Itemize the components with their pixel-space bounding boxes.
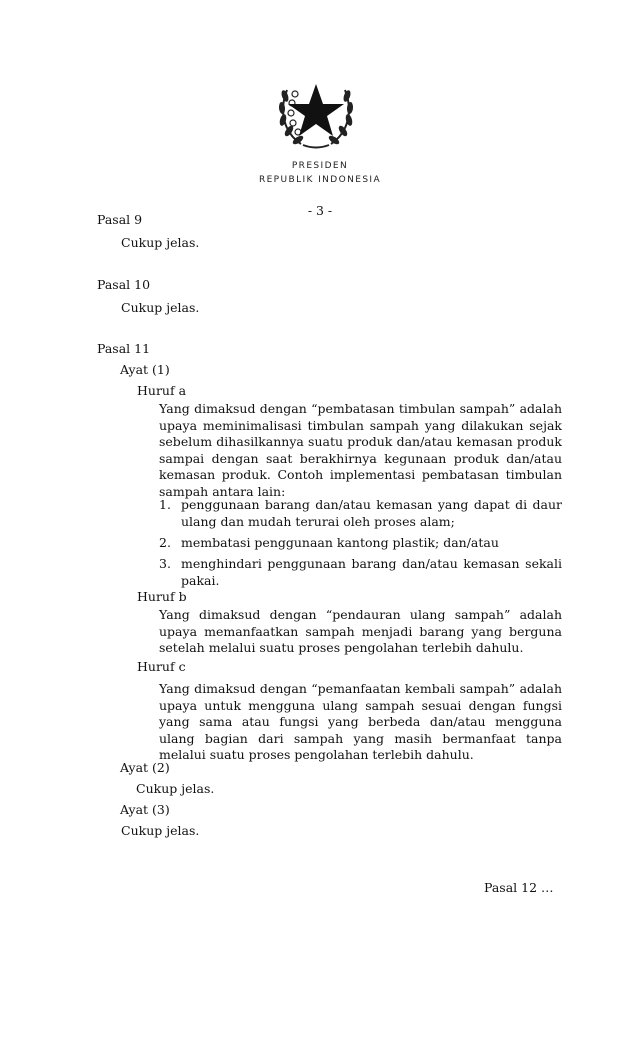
ayat-2-label: Ayat (2): [120, 760, 170, 775]
list-item-text: membatasi penggunaan kantong plastik; dan/atau: [181, 535, 499, 550]
header-line-republik: REPUBLIK INDONESIA: [258, 175, 382, 185]
pasal-10-title: Pasal 10: [97, 277, 151, 292]
list-item-text: menghindari penggunaan barang dan/atau kemasan sekali pakai.: [181, 556, 562, 588]
pasal-9-title: Pasal 9: [97, 212, 143, 227]
list-item-number: 1.: [159, 497, 171, 512]
list-item-number: 3.: [159, 556, 171, 571]
pasal-9-text: Cukup jelas.: [121, 235, 200, 250]
continuation-note: Pasal 12 …: [484, 880, 554, 895]
list-item-number: 2.: [159, 535, 171, 550]
huruf-a-text: Yang dimaksud dengan “pembatasan timbulan sampah” adalah upaya meminimalisasi timbulan sampah yang dilakukan sejak sebelum dihasilkannya suatu produk dan/atau kemasan produk sampai dengan saat berakhirnya kegunaan produk dan/atau kemasan produk. Contoh implementasi pembatasan timbulan sampah antara lain:: [159, 401, 562, 499]
huruf-c-label: Huruf c: [137, 659, 186, 674]
header-line-presiden: PRESIDEN: [291, 161, 349, 171]
huruf-b-text: Yang dimaksud dengan “pendauran ulang sampah” adalah upaya memanfaatkan sampah menjadi barang yang berguna setelah melalui suatu proses pengolahan terlebih dahulu.: [159, 607, 562, 655]
pasal-10-text: Cukup jelas.: [121, 300, 200, 315]
ayat-2-text: Cukup jelas.: [136, 781, 215, 796]
ayat-3-text: Cukup jelas.: [121, 823, 200, 838]
huruf-a-label: Huruf a: [137, 383, 187, 398]
ayat-1-label: Ayat (1): [120, 362, 170, 377]
garuda-star-emblem-icon: [273, 70, 359, 152]
ayat-3-label: Ayat (3): [120, 802, 170, 817]
huruf-b-label: Huruf b: [137, 589, 187, 604]
huruf-c-text: Yang dimaksud dengan “pemanfaatan kembali sampah” adalah upaya untuk mengguna ulang sampah sesuai dengan fungsi yang sama atau fungsi yang berbeda dan/atau mengguna ulang bagian dari sampah yang masih bermanfaat tanpa melalui suatu proses pengolahan terlebih dahulu.: [159, 681, 562, 762]
pasal-11-title: Pasal 11: [97, 341, 151, 356]
list-item-text: penggunaan barang dan/atau kemasan yang dapat di daur ulang dan mudah terurai oleh proses alam;: [181, 497, 562, 529]
page-number: - 3 -: [307, 203, 333, 218]
